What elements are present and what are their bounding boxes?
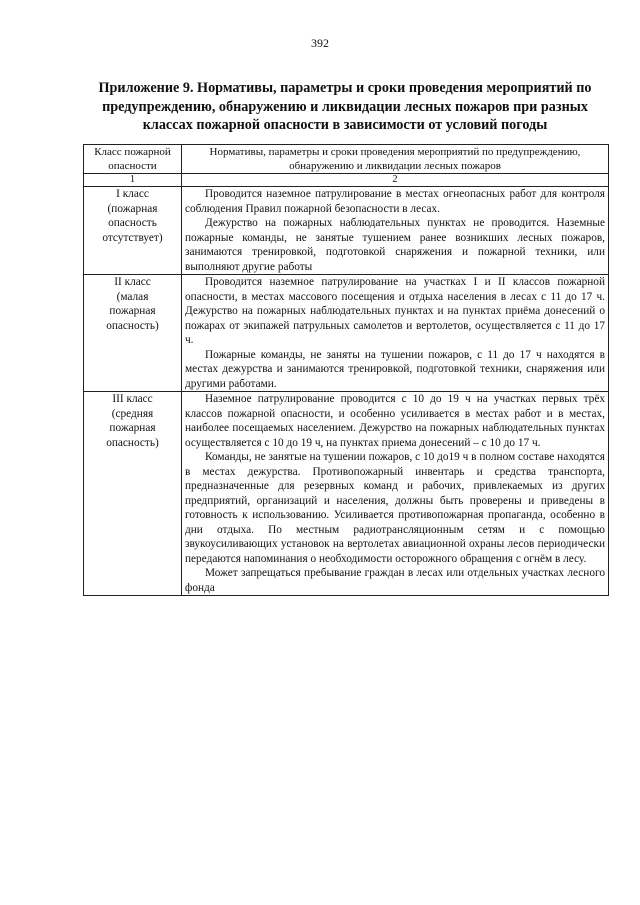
measure-paragraph: Команды, не занятые на тушении пожаров, с 10 до19 ч в полном составе находятся в местах дежурства. Противопожарный инвентарь и средства транспорта, предназначенные для резервных команд и рабочих, привлекаемых из других предприятий, организаций и населения, должны быть проверены и приведены в готовность к использованию. Усиливается противопожарная пропаганда, особенно в дни отдыха. По местным радиотрансляционным сетям и с помощью звукоусиливающих установок на вертолетах авиационной охраны лесов периодически передаются напоминания о необходимости осторожного обращения с огнём в лесу. [185, 451, 605, 565]
fire-danger-table [83, 144, 609, 596]
page-number: 392 [311, 36, 329, 50]
measures-cell [182, 392, 609, 596]
measures-cell [182, 275, 609, 392]
class-line: пожарная [109, 305, 156, 317]
measure-paragraph: Пожарные команды, не заняты на тушении пожаров, с 11 до 17 ч находятся в местах дежурства и занимаются тренировкой, подготовкой техники, снаряжения или другими работами. [185, 348, 605, 390]
class-line: опасность) [106, 319, 159, 332]
table-row [84, 275, 609, 392]
column-number-2: 2 [182, 174, 609, 187]
class-line: опасность) [106, 436, 159, 449]
class-line: пожарная [109, 422, 156, 434]
class-line: II класс [114, 276, 151, 288]
measure-paragraph: Проводится наземное патрулирование в местах огнеопасных работ для контроля соблюдения Правил пожарной безопасности в лесах. [185, 188, 605, 215]
class-line: опасность [108, 217, 157, 229]
measure-paragraph: Может запрещаться пребывание граждан в лесах или отдельных участках лесного фонда [185, 567, 605, 594]
measure-paragraph: Проводится наземное патрулирование на участках I и II классов пожарной опасности, в местах массового посещения и отдыха населения в лесах с 11 до 17 ч. Дежурство на пожарных наблюдательных пунктах и на пунктах приёма донесений о пожарах от экипажей патрульных самолетов и вертолетов, осуществляется с 11 до 17 ч. [185, 276, 605, 346]
class-line: (средняя [111, 407, 154, 420]
header-class: Класс пожарной опасности [84, 145, 182, 174]
header-norms: Нормативы, параметры и сроки проведения мероприятий по предупреждению, обнаружению и ликвидации лесных пожаров [182, 145, 609, 174]
fire-class-cell [84, 187, 182, 275]
measure-paragraph: Дежурство на пожарных наблюдательных пунктах не проводится. Наземные пожарные команды, не занятые тушением ранее возникших лесных пожаров, занимаются тренировкой, подготовкой снаряжения и пожарной техники, или выполняют другие работы [185, 217, 605, 273]
measures-cell [182, 187, 609, 275]
table-number-row [84, 174, 609, 187]
measure-paragraph: Наземное патрулирование проводится с 10 до 19 ч на участках первых трёх классов пожарной опасности, и особенно усиливается в местах работ и в местах, наиболее посещаемых населением. Дежурство на пожарных наблюдательных пунктах осуществляется с 10 до 19 ч, на пунктах приема донесений – с 10 до 17 ч. [185, 393, 605, 449]
page-title: Приложение 9. Нормативы, параметры и сроки проведения мероприятий по предупреждению, обнаружению и ликвидации лесных пожаров при разных классах пожарной опасности в зависимости от условий погоды [98, 80, 592, 133]
class-line: (пожарная [107, 202, 158, 215]
class-line: I класс [116, 188, 149, 200]
fire-class-cell [84, 275, 182, 392]
table-row [84, 392, 609, 596]
table-header-row [84, 145, 609, 174]
table-row [84, 187, 609, 275]
class-line: III класс [112, 393, 153, 405]
class-line: (малая [116, 290, 149, 303]
class-line: отсутствует) [102, 231, 163, 244]
fire-class-cell [84, 392, 182, 596]
column-number-1: 1 [84, 174, 182, 187]
